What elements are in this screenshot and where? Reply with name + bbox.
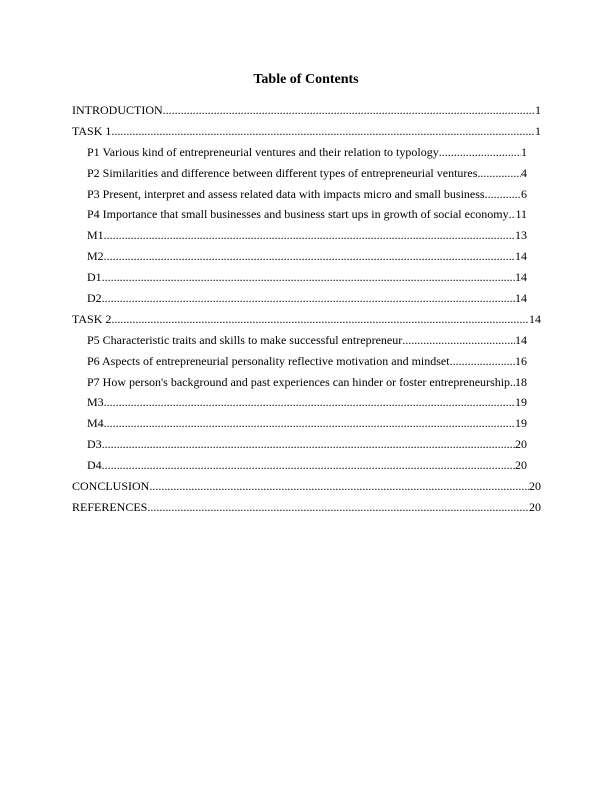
dot-leader bbox=[102, 270, 515, 284]
dot-leader bbox=[402, 333, 515, 347]
dot-leader bbox=[477, 166, 521, 180]
toc-entry-p6[interactable] bbox=[87, 354, 527, 375]
toc-entry-label: P6 Aspects of entrepreneurial personality reflective motivation and mindset bbox=[87, 353, 450, 368]
toc-entry-p3[interactable] bbox=[87, 187, 527, 208]
toc-entry-label: M4 bbox=[87, 416, 104, 431]
dot-leader bbox=[102, 437, 515, 451]
toc-entry-m4[interactable] bbox=[87, 416, 527, 437]
toc-entry-page: 14 bbox=[515, 332, 527, 347]
toc-entry-page: 11 bbox=[515, 207, 527, 222]
toc-entry-page: 4 bbox=[521, 165, 527, 180]
toc-entry-label: P2 Similarities and difference between different types of entrepreneurial ventures bbox=[87, 165, 478, 180]
toc-entry-page: 14 bbox=[515, 270, 527, 285]
toc-entry-page: 18 bbox=[515, 374, 527, 389]
toc-entry-task-1[interactable] bbox=[72, 124, 541, 145]
dot-leader bbox=[111, 124, 535, 138]
toc-entry-p2[interactable] bbox=[87, 166, 527, 187]
toc-entry-page: 20 bbox=[515, 437, 527, 452]
toc-entry-label: D1 bbox=[87, 270, 102, 285]
dot-leader bbox=[111, 312, 529, 326]
dot-leader bbox=[439, 145, 521, 159]
toc-entry-page: 1 bbox=[521, 144, 527, 159]
toc-entry-label: D4 bbox=[87, 458, 102, 473]
toc-entry-label: M3 bbox=[87, 395, 104, 410]
dot-leader bbox=[102, 458, 515, 472]
toc-entry-m3[interactable] bbox=[87, 395, 527, 416]
toc-entry-conclusion[interactable] bbox=[72, 479, 541, 500]
toc-entry-page: 1 bbox=[535, 123, 541, 138]
toc-entry-introduction[interactable] bbox=[72, 103, 541, 124]
toc-entry-label: D3 bbox=[87, 437, 102, 452]
toc-entry-label: P5 Characteristic traits and skills to make successful entrepreneur bbox=[87, 332, 403, 347]
toc-entry-page: 6 bbox=[521, 186, 527, 201]
dot-leader bbox=[485, 187, 521, 201]
dot-leader bbox=[102, 291, 515, 305]
dot-leader bbox=[104, 416, 515, 430]
toc-entry-label: TASK 1 bbox=[72, 123, 112, 138]
toc-entry-p7[interactable] bbox=[87, 375, 527, 396]
dot-leader bbox=[104, 228, 515, 242]
toc-entry-task-2[interactable] bbox=[72, 312, 541, 333]
dot-leader bbox=[163, 103, 535, 117]
toc-entry-page: 20 bbox=[529, 479, 541, 494]
toc-entry-label: P4 Importance that small businesses and business start ups in growth of social economy bbox=[87, 207, 509, 222]
toc-entry-m1[interactable] bbox=[87, 228, 527, 249]
toc-entry-p4[interactable] bbox=[87, 207, 527, 228]
toc-entry-page: 14 bbox=[515, 291, 527, 306]
toc-entry-label: P1 Various kind of entrepreneurial ventures and their relation to typology bbox=[87, 144, 439, 159]
toc-entry-label: M1 bbox=[87, 228, 104, 243]
dot-leader bbox=[509, 207, 516, 221]
toc-entry-page: 20 bbox=[515, 458, 527, 473]
toc-entry-label: TASK 2 bbox=[72, 311, 112, 326]
toc-entry-page: 16 bbox=[515, 353, 527, 368]
toc-entry-m2[interactable] bbox=[87, 249, 527, 270]
toc-list bbox=[72, 103, 541, 521]
toc-entry-page: 14 bbox=[515, 249, 527, 264]
toc-entry-p1[interactable] bbox=[87, 145, 527, 166]
toc-entry-references[interactable] bbox=[72, 500, 541, 521]
toc-entry-label: CONCLUSION bbox=[72, 479, 150, 494]
toc-entry-page: 13 bbox=[515, 228, 527, 243]
dot-leader bbox=[149, 479, 529, 493]
toc-entry-d2[interactable] bbox=[87, 291, 527, 312]
toc-entry-p5[interactable] bbox=[87, 333, 527, 354]
dot-leader bbox=[104, 395, 515, 409]
toc-entry-label: INTRODUCTION bbox=[72, 103, 163, 117]
toc-entry-label: P3 Present, interpret and assess related data with impacts micro and small business bbox=[87, 186, 485, 201]
toc-entry-d3[interactable] bbox=[87, 437, 527, 458]
toc-entry-page: 20 bbox=[529, 499, 541, 514]
toc-entry-label: D2 bbox=[87, 291, 102, 306]
dot-leader bbox=[104, 249, 515, 263]
dot-leader bbox=[147, 500, 529, 514]
toc-entry-d1[interactable] bbox=[87, 270, 527, 291]
toc-entry-label: REFERENCES bbox=[72, 499, 148, 514]
toc-entry-label: M2 bbox=[87, 249, 104, 264]
dot-leader bbox=[450, 354, 515, 368]
toc-entry-page: 19 bbox=[515, 395, 527, 410]
toc-entry-d4[interactable] bbox=[87, 458, 527, 479]
toc-entry-page: 14 bbox=[529, 311, 541, 326]
toc-entry-page: 1 bbox=[535, 103, 541, 117]
toc-entry-label: P7 How person's background and past experiences can hinder or foster entrepreneurship. bbox=[87, 374, 514, 389]
toc-entry-page: 19 bbox=[515, 416, 527, 431]
toc-title: Table of Contents bbox=[253, 72, 359, 87]
